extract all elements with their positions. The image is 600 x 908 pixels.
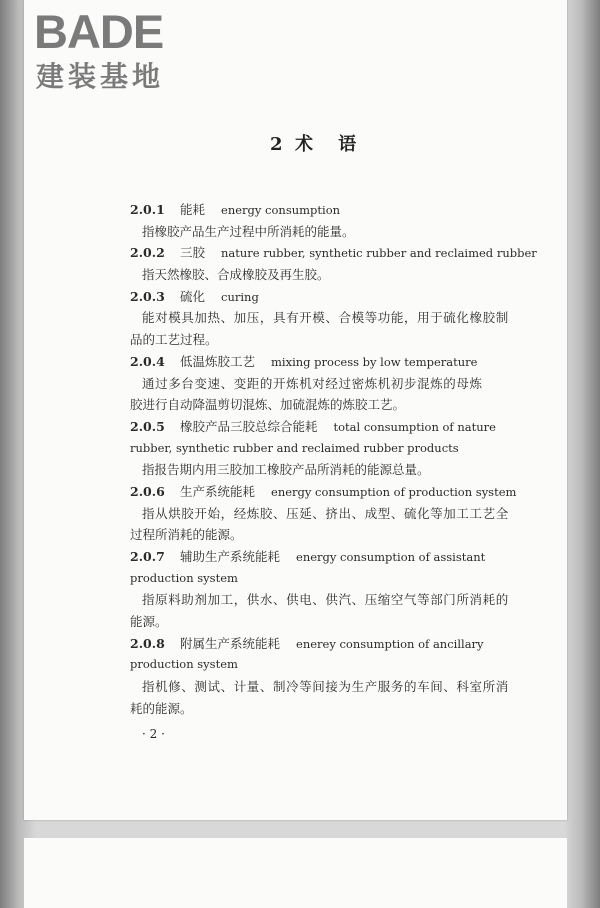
term-head [130,633,510,655]
term-definition: 胶进行自动降温剪切混炼、加硫混炼的炼胶工艺。 [130,397,406,413]
term-entry [130,199,510,242]
term-number: 2.0.1 [130,202,165,217]
logo-wordmark: BADE [34,5,164,58]
term-entry [130,481,517,546]
term-chinese: 能耗 [180,202,206,217]
term-definition: 指报告期内用三胶加工橡胶产品所消耗的能源总量。 [142,462,430,478]
term-english: mixing process by low temperature [271,354,478,369]
term-english-continued: rubber, synthetic rubber and reclaimed rubber products [130,440,459,455]
term-chinese: 橡胶产品三胶总综合能耗 [180,418,318,434]
logo-subtitle: 建装基地 [36,60,165,93]
term-english-continued: production system [130,657,238,672]
term-entry [130,546,510,633]
term-definition: 能源。 [130,614,168,630]
term-head [130,242,537,264]
document-page [24,0,567,820]
term-english: energy consumption [221,203,341,217]
term-definition: 耗的能源。 [130,700,193,716]
term-number: 2.0.7 [130,549,165,564]
term-chinese: 硫化 [180,288,206,304]
term-chinese: 低温炼胶工艺 [180,353,256,369]
term-number: 2.0.3 [130,288,165,304]
term-definition: 指原料助剂加工，供水、供电、供汽、压缩空气等部门所消耗的 [142,592,509,608]
term-number: 2.0.5 [130,418,165,434]
term-head [130,546,510,568]
term-entry [130,416,510,481]
term-number: 2.0.6 [130,483,165,499]
term-definition: 指从烘胶开始，经炼胶、压延、挤出、成型、硫化等加工工艺全 [142,505,509,521]
term-definition: 指机修、测试、计量、制冷等间接为生产服务的车间、科室所消 [142,679,509,695]
term-number: 2.0.4 [130,353,165,369]
term-english: energy consumption of production system [271,484,517,499]
term-english: total consumption of nature [333,419,496,434]
term-number: 2.0.8 [130,635,165,651]
term-head [130,416,510,438]
term-entry [130,633,510,720]
section-heading: 2 术 语 [270,134,357,155]
term-chinese: 生产系统能耗 [180,483,256,499]
next-page [24,838,567,908]
term-english: energy consumption of assistant [296,550,486,564]
term-entry [130,242,537,285]
term-definition: 过程所消耗的能源。 [130,527,243,543]
terms-list [130,199,537,720]
term-entry [130,351,510,416]
term-definition: 指橡胶产品生产过程中所消耗的能量。 [142,223,355,239]
term-definition: 通过多台变速、变距的开炼机对经过密炼机初步混炼的母炼 [142,375,483,391]
term-head [130,286,510,308]
term-chinese: 三胶 [180,245,206,261]
term-definition: 指天然橡胶、合成橡胶及再生胶。 [142,267,330,283]
term-chinese: 辅助生产系统能耗 [180,549,281,564]
term-chinese: 附属生产系统能耗 [180,635,281,651]
page-number: · 2 · [142,727,165,741]
term-english: curing [221,289,259,304]
term-english-continued: production system [130,570,238,585]
term-head [130,351,510,373]
term-number: 2.0.2 [130,245,165,261]
term-english: enerey consumption of ancillary [296,636,484,651]
term-english: nature rubber, synthetic rubber and reclaimed rubber [221,246,537,261]
watermark-logo [28,2,208,97]
term-head [130,481,517,503]
term-definition: 能对模具加热、加压，具有开模、合模等功能，用于硫化橡胶制 [142,310,509,326]
term-definition: 品的工艺过程。 [130,332,218,348]
term-entry [130,286,510,351]
term-head [130,199,510,221]
